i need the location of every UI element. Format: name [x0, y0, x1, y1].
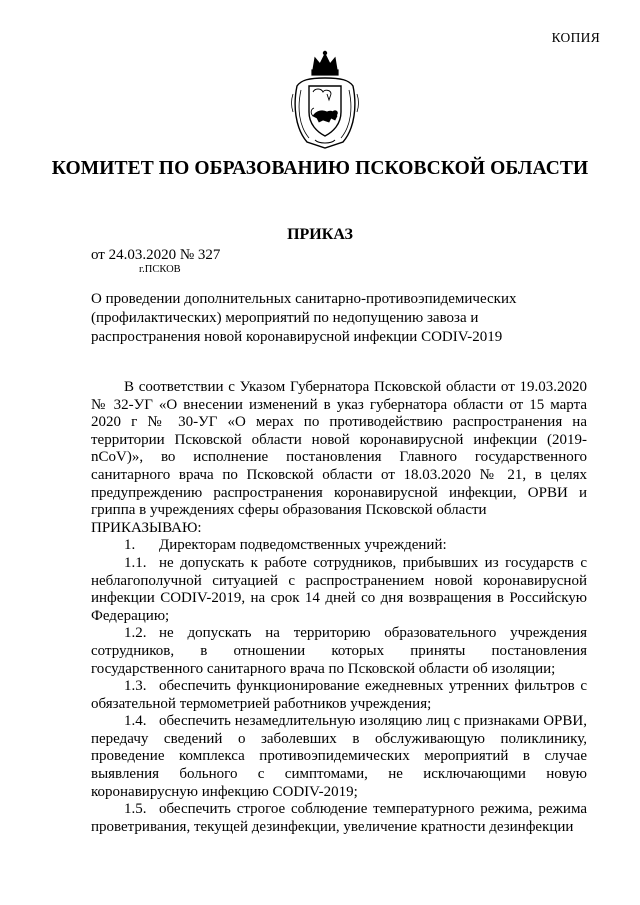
- coat-of-arms-emblem: [289, 50, 361, 150]
- item-text: обеспечить незамедлительную изоляцию лиц с признаками ОРВИ, передачу сведений о заболевших в обслуживающую поликлинику, проведение комплекса противоэпидемических мероприятий в случае выявления больного с симптомами, не исключающими новую коронавирусную инфекцию CODIV-2019;: [91, 713, 587, 800]
- item-number: 1.3.: [124, 678, 147, 695]
- order-item: [91, 537, 587, 555]
- order-item: [91, 555, 587, 625]
- item-number: 1.2.: [124, 625, 147, 642]
- item-text: обеспечить функционирование ежедневных утренних фильтров с обязательной термометрией работников учреждения;: [91, 678, 587, 712]
- order-city: г.ПСКОВ: [139, 264, 181, 275]
- item-text: не допускать на территорию образовательного учреждения сотрудников, в отношении которых приняты постановления государственного санитарного врача по Псковской области об изоляции;: [91, 625, 587, 677]
- order-item: [91, 625, 587, 678]
- item-number: 1.4.: [124, 713, 147, 730]
- order-body: [91, 379, 587, 836]
- item-text: Директорам подведомственных учреждений:: [159, 537, 447, 554]
- order-subject: О проведении дополнительных санитарно-противоэпидемических (профилактических) мероприятий по недопущению завоза и распространения новой коронавирусной инфекции CODIV-2019: [91, 291, 517, 345]
- item-number: 1.: [124, 537, 136, 554]
- item-number: 1.1.: [124, 554, 147, 571]
- order-title: ПРИКАЗ: [287, 226, 353, 243]
- copy-stamp: КОПИЯ: [551, 30, 600, 45]
- item-number: 1.5.: [124, 801, 147, 818]
- item-text: не допускать к работе сотрудников, прибывших из государств с неблагополучной ситуацией с распространением новой коронавирусной инфекции CODIV-2019, на срок 14 дней со дня возвращения в Российскую Федерацию;: [91, 554, 587, 624]
- item-text: обеспечить строгое соблюдение температурного режима, режима проветривания, текущей дезинфекции, увеличение кратности дезинфекции: [91, 801, 587, 835]
- order-item: [91, 678, 587, 713]
- order-word: ПРИКАЗЫВАЮ:: [91, 519, 202, 536]
- preamble-paragraph: В соответствии с Указом Губернатора Псковской области от 19.03.2020 № 32-УГ «О внесении изменений в указ губернатора области от 15 марта 2020 г № 30-УГ «О мерах по противодействию распространения на территории Псковской области новой коронавирусной инфекции (2019-nCoV)», во исполнение постановления Главного государственного санитарного врача по Псковской области от 18.03.2020 № 21, в целях предупреждению распространения коронавирусной инфекции, ОРВИ и гриппа в учреждениях сферы образования Псковской области: [91, 379, 587, 519]
- organization-title: КОМИТЕТ ПО ОБРАЗОВАНИЮ ПСКОВСКОЙ ОБЛАСТИ: [51, 158, 589, 179]
- order-item: [91, 713, 587, 801]
- order-item: [91, 801, 587, 836]
- order-number: от 24.03.2020 № 327: [91, 247, 221, 263]
